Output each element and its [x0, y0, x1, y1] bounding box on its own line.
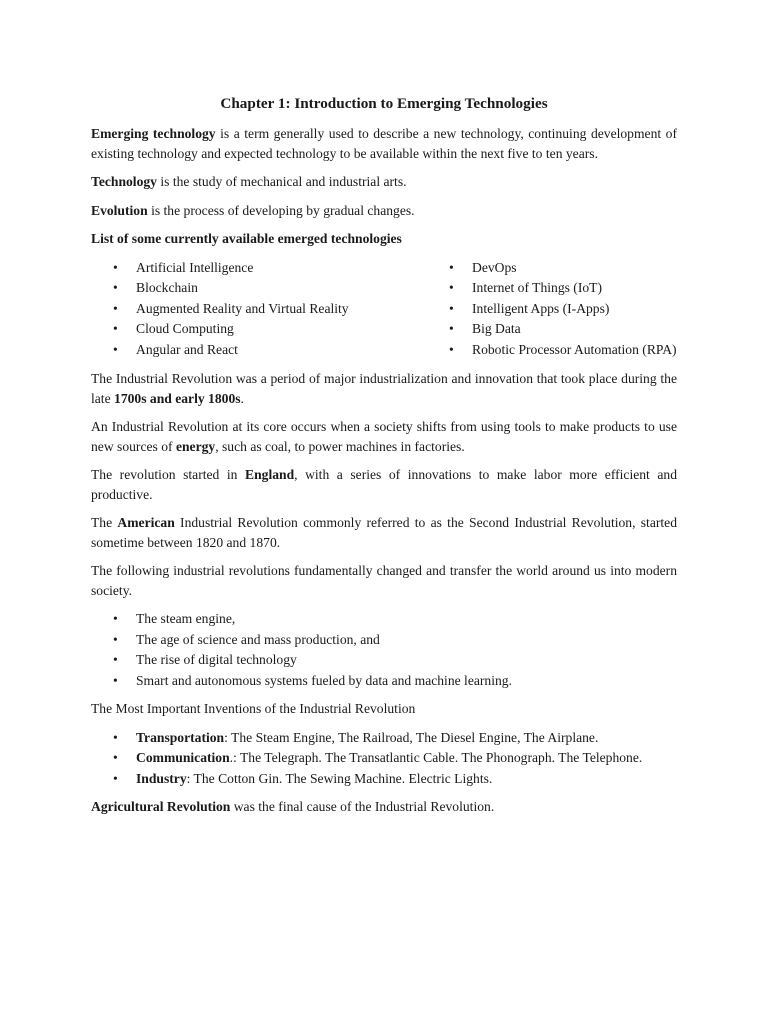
paragraph-england: The revolution started in England, with a series of innovations to make labor more efficient and productive. — [91, 467, 677, 502]
technology-list — [91, 258, 677, 361]
list-item: • Angular and React — [91, 340, 361, 360]
list-item: • Intelligent Apps (I-Apps) — [427, 299, 677, 319]
paragraph-inventions: The Most Important Inventions of the Industrial Revolution — [91, 701, 416, 716]
list-item: • Communication.: The Telegraph. The Transatlantic Cable. The Phonograph. The Telephone. — [91, 748, 677, 768]
term-evolution: Evolution — [91, 202, 148, 218]
bold-england: England — [245, 467, 295, 482]
list-item: • Augmented Reality and Virtual Reality — [91, 299, 361, 319]
list-item: • Smart and autonomous systems fueled by data and machine learning. — [91, 671, 677, 691]
chapter-title: Chapter 1: Introduction to Emerging Technologies — [220, 95, 548, 112]
list-item: • Transportation: The Steam Engine, The Railroad, The Diesel Engine, The Airplane. — [91, 728, 677, 748]
list-item: • Industry: The Cotton Gin. The Sewing Machine. Electric Lights. — [91, 769, 677, 789]
term-emerging-technology: Emerging technology — [91, 126, 216, 141]
list-heading: List of some currently available emerged technologies — [91, 231, 402, 246]
inventions-list — [91, 728, 677, 789]
bold-dates: 1700s and early 1800s — [114, 390, 241, 406]
technology-list-left — [91, 258, 361, 361]
definition-text: is the study of mechanical and industrial arts. — [156, 174, 407, 189]
list-item: • Internet of Things (IoT) — [427, 278, 677, 298]
list-item: • Blockchain — [91, 278, 361, 298]
technology-list-right — [427, 258, 677, 361]
list-item: • The age of science and mass production, and — [91, 630, 677, 650]
paragraph-emerging-technology — [91, 124, 677, 163]
paragraph-core: An Industrial Revolution at its core occurs when a society shifts from using tools to make products to use new sources of energy, such as coal, to power machines in factories. — [91, 419, 677, 454]
bold-energy: energy — [175, 438, 216, 454]
term-technology: Technology — [91, 174, 157, 189]
paragraph-american: The American Industrial Revolution commonly referred to as the Second Industrial Revolution, started sometime between 1820 and 1870. — [91, 515, 677, 550]
list-item: • The steam engine, — [91, 609, 677, 629]
definition-text: is a term generally used to describe a new technology, continuing development of existing technology and expected technology to be available within the next five to ten years. — [91, 126, 677, 161]
term-agricultural-revolution: Agricultural Revolution — [91, 799, 231, 814]
list-item: • DevOps — [427, 258, 677, 278]
paragraph-agricultural: Agricultural Revolution was the final cause of the Industrial Revolution. — [91, 799, 495, 814]
revolutions-list — [91, 609, 677, 690]
paragraph-technology — [91, 172, 677, 192]
definition-text: is the process of developing by gradual changes. — [147, 202, 415, 218]
paragraph-evolution — [91, 201, 677, 221]
list-item: • Cloud Computing — [91, 319, 361, 339]
paragraph-industrial-revolution: The Industrial Revolution was a period of major industrialization and innovation that took place during the late 1700s and early 1800s. — [91, 371, 677, 406]
document-page — [91, 94, 677, 826]
list-item: • Robotic Processor Automation (RPA) — [427, 340, 677, 360]
paragraph-following: The following industrial revolutions fundamentally changed and transfer the world around us into modern society. — [91, 563, 677, 598]
list-item: • The rise of digital technology — [91, 650, 677, 670]
list-item: • Artificial Intelligence — [91, 258, 361, 278]
list-item: • Big Data — [427, 319, 677, 339]
bold-american: American — [117, 515, 175, 530]
